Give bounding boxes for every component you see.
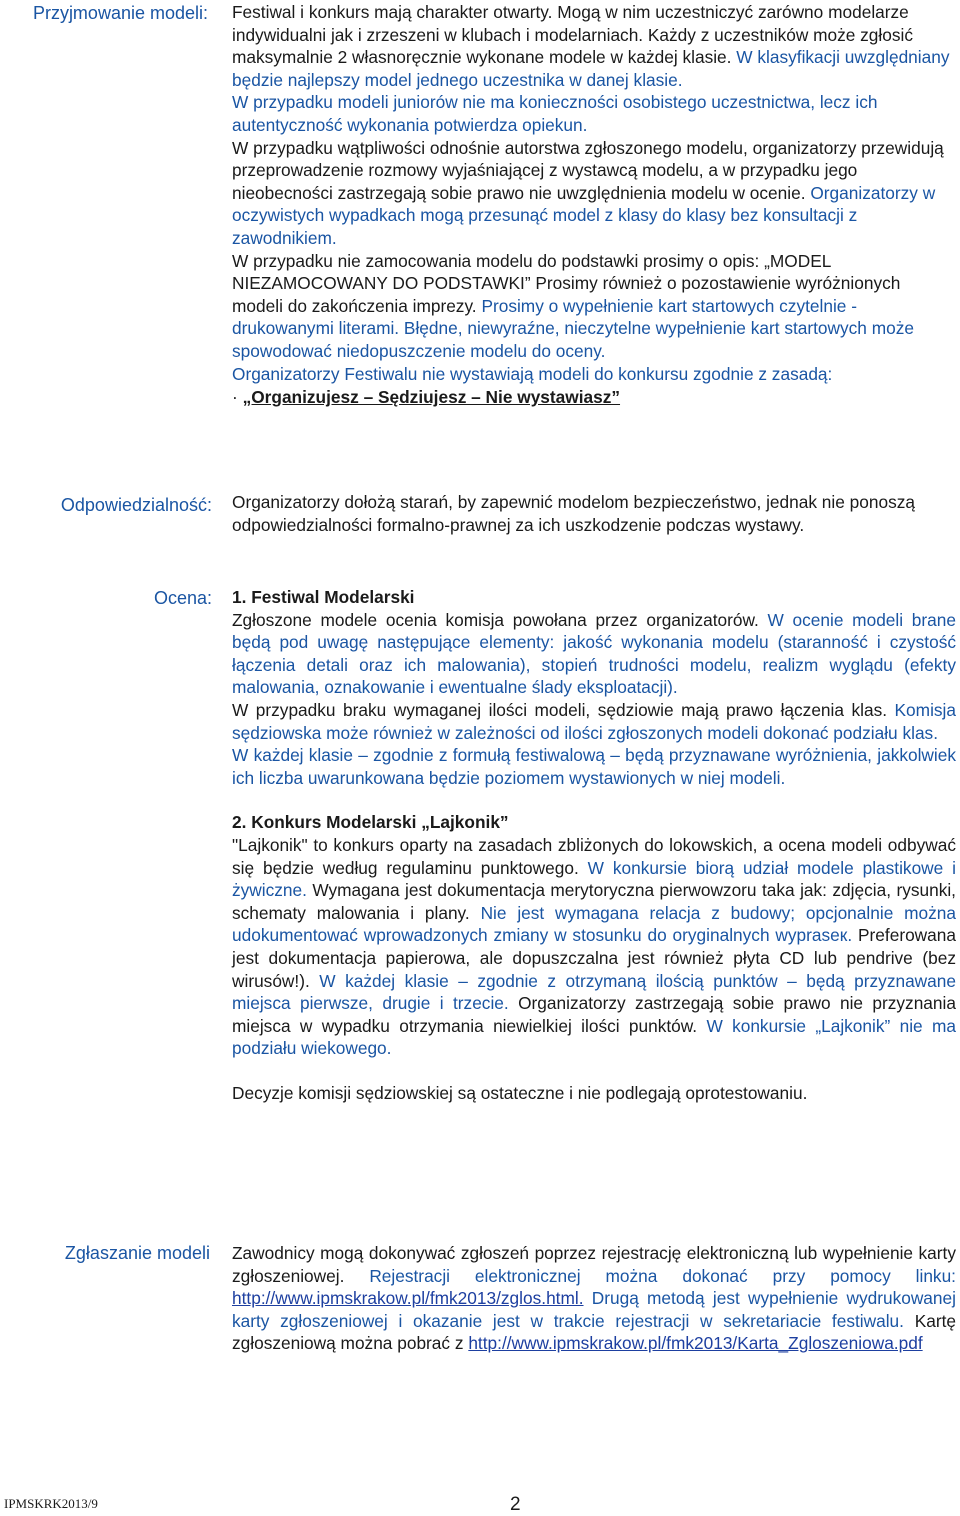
paragraph	[232, 834, 956, 1060]
text: Rejestracji elektronicznej można dokonać przy pomocy linku:	[369, 1265, 956, 1286]
text: W przypadku nie zamocowania modelu do podstawki prosimy o opis: „MODEL NIEZAMOCOWANY DO PODSTAWKI” Prosimy również o pozostawienie wyróżnionych modeli do zakończenia imprezy.	[232, 250, 901, 316]
paragraph	[232, 137, 956, 250]
paragraph	[232, 1242, 956, 1355]
text: Kartę zgłoszeniową można pobrać z	[232, 1310, 956, 1354]
bullet: ·	[232, 387, 238, 408]
text: W konkursie biorą udział modele plastikowe i żywiczne.	[232, 857, 956, 901]
text: "Lajkonik" to konkurs oparty na zasadach zbliżonych do lokowskich, a ocena modeli odbywać się będzie według regulaminu punktowego.	[232, 834, 956, 878]
text: Komisja sędziowska może również w zależności od ilości zgłoszonych modeli dokonać podziału klas.	[232, 699, 956, 743]
section-body-odpowiedzialnosc	[232, 491, 956, 536]
paragraph: Organizatorzy dołożą starań, by zapewnić modelom bezpieczeństwo, jednak nie ponoszą odpowiedzialności formalno-prawnej za ich uszkodzenie podczas wystawy.	[232, 492, 915, 535]
section-label-przyjmowanie: Przyjmowanie modeli:	[32, 3, 208, 23]
paragraph: Organizatorzy Festiwalu nie wystawiają modeli do konkursu zgodnie z zasadą:	[232, 363, 833, 384]
text: Festiwal i konkurs mają charakter otwarty. Mogą w nim uczestniczyć zarówno modelarze indywidualni jak i zrzeszeni w klubach i modelarniach. Każdy z uczestników może zgłosić maksymalnie 2 własnoręcznie wykonane modele w każdej klasie.	[232, 2, 913, 68]
text: W przypadku wątpliwości odnośnie autorstwa zgłoszonego modelu, organizatorzy przewidują przeprowadzenie rozmowy wyjaśniającej z wystawcą modelu, a w przypadku jego nieobecności zastrzegają sobie prawo nie uwzględnienia modelu w ocenie.	[232, 137, 944, 203]
text: W każdej klasie – zgodnie z otrzymaną ilością punktów – będą przyznawane miejsca pierwsze, drugie i trzecie.	[232, 970, 956, 1014]
paragraph: W przypadku modeli juniorów nie ma konieczności osobistego uczestnictwa, lecz ich autentyczność wykonania potwierdza opiekun.	[232, 92, 878, 135]
text: Zgłoszone modele ocenia komisja powołana przez organizatorów.	[232, 609, 759, 630]
paragraph: Decyzje komisji sędziowskiej są ostateczne i nie podlegają oprotestowaniu.	[232, 1082, 808, 1103]
footer-doc-id: IPMSKRK2013/9	[4, 1496, 98, 1511]
section-label-odpowiedzialnosc: Odpowiedzialność:	[60, 495, 212, 515]
subheading: 2. Konkurs Modelarski „Lajkonik”	[232, 812, 509, 833]
paragraph	[232, 250, 956, 363]
text: Wymagana jest dokumentacja merytoryczna pierwowzoru taka jak: zdjęcia, rysunki, schematy malowania i plany.	[232, 880, 956, 923]
text: W klasyfikacji uwzględniany będzie najlepszy model jednego uczestnika w danej klasie.	[232, 47, 950, 90]
text: Prosimy o wypełnienie kart startowych czytelnie - drukowanymi literami.	[232, 295, 857, 339]
motto	[232, 386, 956, 409]
paragraph	[232, 1, 956, 91]
text: Zawodnicy mogą dokonywać zgłoszeń poprzez rejestrację elektroniczną lub wypełnienie karty zgłoszeniowej.	[232, 1243, 956, 1286]
text: Nie jest wymagana relacja z budowy; opcjonalnie można udokumentować wprowadzonych zmiany w stosunku do oryginalnych wypraseк.	[232, 902, 956, 946]
text: Preferowana jest dokumentacja papierowa, ale dopuszczalna jest również płyta CD lub pendrive (bez wirusów!).	[232, 925, 956, 991]
motto-text: „Organizujesz – Sędziujesz – Nie wystawiasz”	[242, 387, 621, 408]
paragraph	[232, 609, 956, 699]
text: W przypadku braku wymaganej ilości modeli, sędziowie mają prawo łączenia klas.	[232, 699, 888, 720]
section-body-zglaszanie	[232, 1242, 956, 1355]
subheading: 1. Festiwal Modelarski	[232, 587, 415, 607]
section-body-przyjmowanie	[232, 1, 956, 409]
section-body-ocena	[232, 586, 956, 1104]
text: Organizatorzy w oczywistych wypadkach mogą przesunąć model z klasy do klasy bez konsultacji z zawodnikiem.	[232, 182, 936, 248]
section-label-zglaszanie: Zgłaszanie modeli	[64, 1243, 210, 1263]
registration-link[interactable]: http://www.ipmskrakow.pl/fmk2013/zglos.html.	[232, 1288, 584, 1309]
text: W ocenie modeli brane będą pod uwagę następujące elementy: jakość wykonania modelu (staranność i czystość łączenia detali oraz ich malowania), stopień trudności modelu, realizm wyglądu (efekty malowania, oznakowanie i ewentualne ślady eksploatacji).	[232, 609, 956, 698]
text: Błędne, niewyraźne, nieczytelne wypełnienie kart startowych może spowodować niedopuszczenie modelu do oceny.	[232, 318, 914, 361]
text: W konkursie „Lajkonik” nie ma podziału wiekowego.	[232, 1015, 956, 1059]
footer-page-number: 2	[510, 1494, 521, 1515]
text: Drugą metodą jest wypełnienie wydrukowanej karty zgłoszeniowej i okazanie jest w trakcie rejestracji w sekretariacie festiwalu.	[232, 1288, 956, 1331]
section-label-ocena: Ocena:	[153, 588, 212, 608]
paragraph	[232, 699, 956, 744]
form-download-link[interactable]: http://www.ipmskrakow.pl/fmk2013/Karta_Zgloszeniowa.pdf	[468, 1333, 923, 1354]
text: Organizatorzy zastrzegają sobie prawo nie przyznania miejsca w wypadku otrzymania niewielkiej ilości punktów.	[232, 993, 956, 1036]
paragraph: W każdej klasie – zgodnie z formułą festiwalową – będą przyznawane wyróżnienia, jakkolwiek ich liczba uwarunkowana będzie poziomem wystawionych w niej modeli.	[232, 745, 956, 788]
